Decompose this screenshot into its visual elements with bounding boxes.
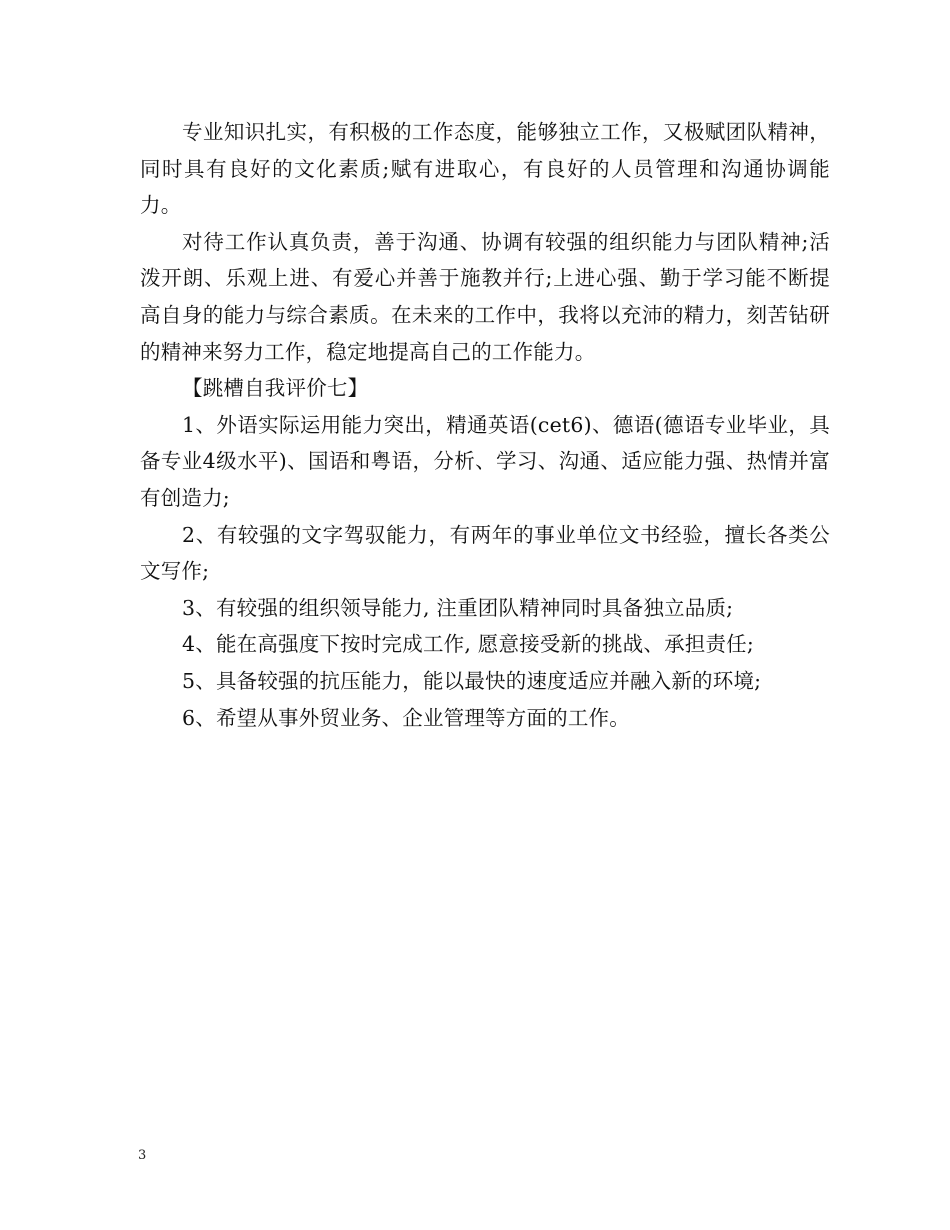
section-heading: 【跳槽自我评价七】	[182, 376, 369, 401]
page-number: 3	[138, 1148, 147, 1163]
list-item-6: 6、希望从事外贸业务、企业管理等方面的工作。	[182, 705, 630, 730]
list-item-1: 1、外语实际运用能力突出，精通英语(cet6)、德语(德语专业毕业，具备专业4级水平)、国语和粤语，分析、学习、沟通、适应能力强、热情并富有创造力;	[140, 412, 830, 510]
list-item-3: 3、有较强的组织领导能力, 注重团队精神同时具备独立品质;	[182, 595, 734, 620]
paragraph-work-attitude: 对待工作认真负责，善于沟通、协调有较强的组织能力与团队精神;活泼开朗、乐观上进、有爱心并善于施教并行;上进心强、勤于学习能不断提高自身的能力与综合素质。在未来的工作中，我将以充沛的精力，刻苦钻研的精神来努力工作，稳定地提高自己的工作能力。	[140, 229, 830, 364]
paragraph-intro-skills: 专业知识扎实，有积极的工作态度，能够独立工作，又极赋团队精神，同时具有良好的文化素质;赋有进取心，有良好的人员管理和沟通协调能力。	[140, 120, 830, 218]
list-item-2: 2、有较强的文字驾驭能力，有两年的事业单位文书经验，擅长各类公文写作;	[140, 522, 830, 584]
list-item-4: 4、能在高强度下按时完成工作, 愿意接受新的挑战、承担责任;	[182, 632, 754, 657]
document-body	[140, 114, 830, 736]
list-item-5: 5、具备较强的抗压能力，能以最快的速度适应并融入新的环境;	[182, 668, 762, 693]
